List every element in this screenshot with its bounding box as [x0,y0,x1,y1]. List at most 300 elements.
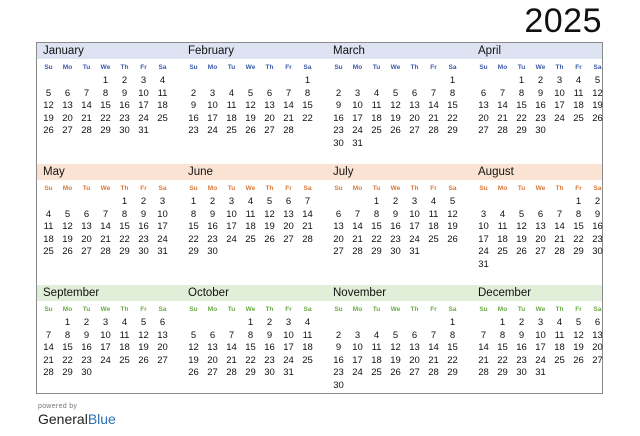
day-cell: 30 [333,380,344,391]
weekday-label: We [245,306,256,313]
day-cell: 1 [373,196,380,207]
footer-logo [38,403,116,427]
day-cell: 17 [283,342,294,354]
weekday-label: Tu [517,306,526,313]
day-cell: 3 [480,208,487,220]
day-cell: 29 [62,367,73,379]
day-cell: 27 [409,125,420,137]
day-cell: 25 [428,233,439,245]
day-cell: 18 [119,342,130,354]
day-cell: 10 [100,329,111,341]
weekday-label: Su [479,185,488,192]
day-cell: 8 [449,329,456,341]
month-may [39,164,184,285]
day-cell: 15 [573,221,584,233]
weekday-label: We [390,185,401,192]
day-cell: 26 [516,246,527,258]
day-cell: 6 [159,317,166,328]
day-cell: 2 [537,75,544,86]
weekday-label: Mo [207,185,218,192]
day-cell: 22 [497,354,508,366]
day-cell: 24 [100,354,111,366]
day-cell: 9 [537,87,544,99]
day-cell: 19 [188,354,199,366]
weekday-label: Th [555,306,564,313]
day-cell: 9 [594,208,601,220]
weekday-label: Su [334,306,343,313]
day-cell: 10 [352,100,363,112]
day-cell: 18 [371,112,382,124]
day-cell: 4 [304,317,311,328]
day-cell: 12 [592,87,603,99]
day-cell: 31 [352,138,363,149]
month-name: August [478,166,514,178]
day-cell: 31 [478,259,489,270]
day-cell: 26 [245,125,256,137]
brand-general: General [38,411,88,427]
weekday-label: Th [265,306,274,313]
day-cell: 14 [428,100,439,112]
day-cell: 12 [188,342,199,354]
month-name: May [43,166,65,178]
day-cell: 21 [554,233,565,245]
weekday-label: Su [44,306,53,313]
day-cell: 19 [447,221,458,233]
day-cell: 19 [516,233,527,245]
day-cell: 1 [64,317,71,328]
day-cell: 27 [409,367,420,379]
day-cell: 2 [209,196,216,207]
weekday-label: Fr [285,306,292,313]
day-cell: 20 [62,112,73,124]
weekday-label: Sa [158,64,167,71]
day-cell: 9 [83,329,90,341]
weekday-label: Th [555,64,564,71]
day-cell: 6 [83,208,90,220]
month-january [39,43,184,164]
year-title: 2025 [524,2,602,40]
weekday-label: Tu [372,185,381,192]
day-cell: 5 [392,87,399,99]
day-cell: 28 [428,367,439,379]
day-cell: 28 [554,246,565,258]
day-cell: 9 [140,208,147,220]
day-cell: 27 [81,246,92,258]
day-cell: 1 [449,317,456,328]
day-cell: 10 [207,100,218,112]
day-cell: 18 [245,221,256,233]
weekday-label: Tu [82,64,91,71]
day-cell: 15 [62,342,73,354]
day-cell: 12 [516,221,527,233]
day-cell: 2 [121,75,128,86]
day-cell: 11 [43,221,54,233]
day-cell: 30 [592,246,603,258]
day-cell: 11 [428,208,439,220]
weekday-label: Sa [593,64,602,71]
weekday-label: Th [120,64,129,71]
day-cell: 9 [190,100,197,112]
day-cell: 11 [554,329,565,341]
day-cell: 24 [283,354,294,366]
day-cell: 29 [245,367,256,379]
day-cell: 13 [592,329,603,341]
brand-logo [38,411,116,427]
weekday-label: Th [410,185,419,192]
weekday-label: Mo [207,306,218,313]
day-cell: 6 [209,329,216,341]
day-cell: 21 [81,112,92,124]
day-cell: 8 [575,208,582,220]
quarter-row-3 [37,285,602,394]
weekday-label: Th [265,185,274,192]
day-cell: 27 [333,246,344,258]
weekday-label: Sa [448,306,457,313]
day-cell: 10 [554,87,565,99]
weekday-label: We [245,185,256,192]
day-cell: 27 [264,125,275,137]
day-cell: 23 [188,125,199,137]
day-cell: 30 [516,367,527,379]
day-cell: 13 [333,221,344,233]
day-cell: 31 [157,246,168,258]
weekday-header [184,305,317,315]
day-cell: 22 [302,112,313,124]
day-cell: 13 [283,208,294,220]
day-cell: 12 [390,100,401,112]
weekday-label: Th [410,64,419,71]
weekday-header [329,63,462,73]
day-cell: 3 [411,196,418,207]
day-cell: 19 [573,342,584,354]
day-cell: 9 [518,329,525,341]
day-cell: 22 [447,112,458,124]
day-cell: 17 [409,221,420,233]
day-cell: 5 [64,208,71,220]
day-cell: 1 [121,196,128,207]
day-cell: 3 [228,196,235,207]
day-cell: 5 [575,317,582,328]
day-cell: 23 [138,233,149,245]
day-cell: 30 [264,367,275,379]
weekday-label: Fr [430,306,437,313]
day-cell: 19 [245,112,256,124]
weekday-label: Mo [497,306,508,313]
day-cell: 30 [138,246,149,258]
weekday-label: Tu [372,306,381,313]
day-cell: 9 [335,100,342,112]
month-name: April [478,45,502,57]
day-cell: 3 [159,196,166,207]
day-cell: 5 [392,329,399,341]
day-cell: 21 [478,354,489,366]
day-cell: 25 [573,112,584,124]
day-cell: 22 [447,354,458,366]
day-cell: 8 [121,208,128,220]
day-cell: 7 [499,87,506,99]
day-cell: 21 [428,112,439,124]
weekday-label: Su [479,306,488,313]
weekday-label: Th [120,185,129,192]
day-cell: 23 [119,112,130,124]
weekday-label: We [390,64,401,71]
weekday-header [184,63,317,73]
day-cell: 8 [518,87,525,99]
day-cell: 30 [81,367,92,379]
day-cell: 14 [478,342,489,354]
day-cell: 2 [190,87,197,99]
day-cell: 13 [62,100,73,112]
day-cell: 31 [409,246,420,258]
weekday-label: Fr [430,185,437,192]
weekday-label: Sa [448,185,457,192]
day-cell: 13 [264,100,275,112]
day-cell: 5 [247,87,254,99]
day-cell: 5 [45,87,52,99]
day-cell: 1 [499,317,506,328]
day-cell: 22 [516,112,527,124]
day-cell: 19 [43,112,54,124]
weekday-label: Tu [227,185,236,192]
day-cell: 16 [592,221,603,233]
day-cell: 19 [264,221,275,233]
day-cell: 25 [302,354,313,366]
weekday-header [329,305,462,315]
day-cell: 24 [409,233,420,245]
day-cell: 31 [138,125,149,137]
day-cell: 1 [575,196,582,207]
weekday-label: We [245,64,256,71]
weekday-label: Mo [352,185,363,192]
day-cell: 14 [352,221,363,233]
day-cell: 19 [592,100,603,112]
calendar-grid [36,42,603,394]
day-cell: 8 [373,208,380,220]
weekday-label: Sa [303,64,312,71]
day-cell: 7 [480,329,487,341]
month-august [474,164,619,285]
month-october [184,285,329,406]
weekday-label: Fr [575,306,582,313]
day-cell: 2 [335,329,342,341]
day-cell: 21 [100,233,111,245]
day-cell: 16 [516,342,527,354]
weekday-label: Fr [140,64,147,71]
day-cell: 16 [390,221,401,233]
day-cell: 25 [119,354,130,366]
day-cell: 25 [157,112,168,124]
day-cell: 10 [478,221,489,233]
day-cell: 7 [45,329,52,341]
day-cell: 18 [497,233,508,245]
day-cell: 30 [535,125,546,137]
day-cell: 15 [497,342,508,354]
day-cell: 2 [266,317,273,328]
day-cell: 25 [371,125,382,137]
weekday-label: Fr [285,185,292,192]
weekday-label: Mo [497,64,508,71]
day-cell: 18 [554,342,565,354]
day-cell: 13 [478,100,489,112]
day-cell: 6 [335,208,342,220]
weekday-label: Fr [575,185,582,192]
day-cell: 2 [335,87,342,99]
day-cell: 1 [518,75,525,86]
day-cell: 7 [430,329,437,341]
day-cell: 23 [390,233,401,245]
day-cell: 8 [449,87,456,99]
day-cell: 10 [409,208,420,220]
day-cell: 25 [497,246,508,258]
day-cell: 22 [188,233,199,245]
day-cell: 4 [575,75,582,86]
weekday-label: Su [479,64,488,71]
weekday-label: We [100,185,111,192]
day-cell: 24 [554,112,565,124]
day-cell: 13 [157,329,168,341]
day-cell: 28 [283,125,294,137]
month-name: October [188,287,229,299]
day-cell: 21 [226,354,237,366]
day-cell: 8 [499,329,506,341]
day-cell: 8 [304,87,311,99]
day-cell: 23 [333,367,344,379]
day-cell: 17 [100,342,111,354]
day-cell: 4 [228,87,235,99]
day-cell: 17 [157,221,168,233]
day-cell: 23 [264,354,275,366]
day-cell: 26 [264,233,275,245]
weekday-label: Su [334,64,343,71]
day-cell: 4 [499,208,506,220]
day-cell: 17 [207,112,218,124]
day-cell: 1 [304,75,311,86]
day-cell: 17 [138,100,149,112]
weekday-label: We [535,64,546,71]
day-cell: 22 [119,233,130,245]
day-cell: 31 [535,367,546,379]
day-cell: 16 [264,342,275,354]
day-cell: 16 [207,221,218,233]
day-cell: 26 [62,246,73,258]
day-cell: 22 [62,354,73,366]
weekday-header [329,184,462,194]
weekday-label: Su [334,185,343,192]
day-cell: 3 [556,75,563,86]
day-cell: 23 [81,354,92,366]
day-cell: 17 [535,342,546,354]
day-cell: 28 [302,233,313,245]
day-cell: 7 [83,87,90,99]
day-cell: 28 [100,246,111,258]
day-cell: 11 [119,329,130,341]
month-name: March [333,45,365,57]
day-cell: 21 [497,112,508,124]
brand-blue: Blue [87,411,116,427]
day-cell: 21 [352,233,363,245]
day-cell: 3 [537,317,544,328]
day-cell: 3 [209,87,216,99]
day-cell: 15 [371,221,382,233]
day-cell: 20 [81,233,92,245]
day-cell: 18 [157,100,168,112]
weekday-label: We [100,64,111,71]
day-cell: 20 [478,112,489,124]
day-cell: 17 [554,100,565,112]
day-cell: 22 [573,233,584,245]
day-cell: 26 [592,112,603,124]
day-cell: 20 [535,233,546,245]
weekday-label: Fr [140,185,147,192]
weekday-label: Mo [62,306,73,313]
day-cell: 10 [352,342,363,354]
powered-by-text: powered by [38,403,78,410]
day-cell: 7 [556,208,563,220]
weekday-label: Mo [207,64,218,71]
day-cell: 16 [81,342,92,354]
day-cell: 4 [121,317,128,328]
day-cell: 11 [497,221,508,233]
day-cell: 27 [283,233,294,245]
weekday-label: Tu [227,64,236,71]
weekday-label: We [535,185,546,192]
day-cell: 16 [333,112,344,124]
day-cell: 30 [207,246,218,258]
day-cell: 16 [535,100,546,112]
quarter-row-2 [37,164,602,285]
day-cell: 29 [119,246,130,258]
day-cell: 14 [497,100,508,112]
day-cell: 17 [226,221,237,233]
weekday-label: We [535,306,546,313]
day-cell: 18 [302,342,313,354]
day-cell: 16 [138,221,149,233]
weekday-label: Sa [303,306,312,313]
day-cell: 26 [390,367,401,379]
day-cell: 24 [226,233,237,245]
day-cell: 18 [226,112,237,124]
day-cell: 27 [592,354,603,366]
weekday-label: Tu [82,185,91,192]
day-cell: 27 [535,246,546,258]
day-cell: 29 [371,246,382,258]
weekday-label: Sa [303,185,312,192]
day-cell: 27 [478,125,489,137]
day-cell: 12 [264,208,275,220]
weekday-label: Sa [158,306,167,313]
day-cell: 25 [554,354,565,366]
day-cell: 5 [266,196,273,207]
weekday-label: Sa [448,64,457,71]
day-cell: 1 [247,317,254,328]
day-cell: 11 [245,208,256,220]
day-cell: 21 [43,354,54,366]
day-cell: 3 [285,317,292,328]
day-cell: 26 [188,367,199,379]
day-cell: 2 [518,317,525,328]
month-april [474,43,619,164]
day-cell: 2 [140,196,147,207]
month-name: February [188,45,235,57]
day-cell: 20 [409,112,420,124]
day-cell: 28 [81,125,92,137]
weekday-label: Mo [62,64,73,71]
day-cell: 20 [264,112,275,124]
day-cell: 10 [283,329,294,341]
day-cell: 4 [45,208,52,220]
month-name: June [188,166,213,178]
day-cell: 8 [190,208,197,220]
